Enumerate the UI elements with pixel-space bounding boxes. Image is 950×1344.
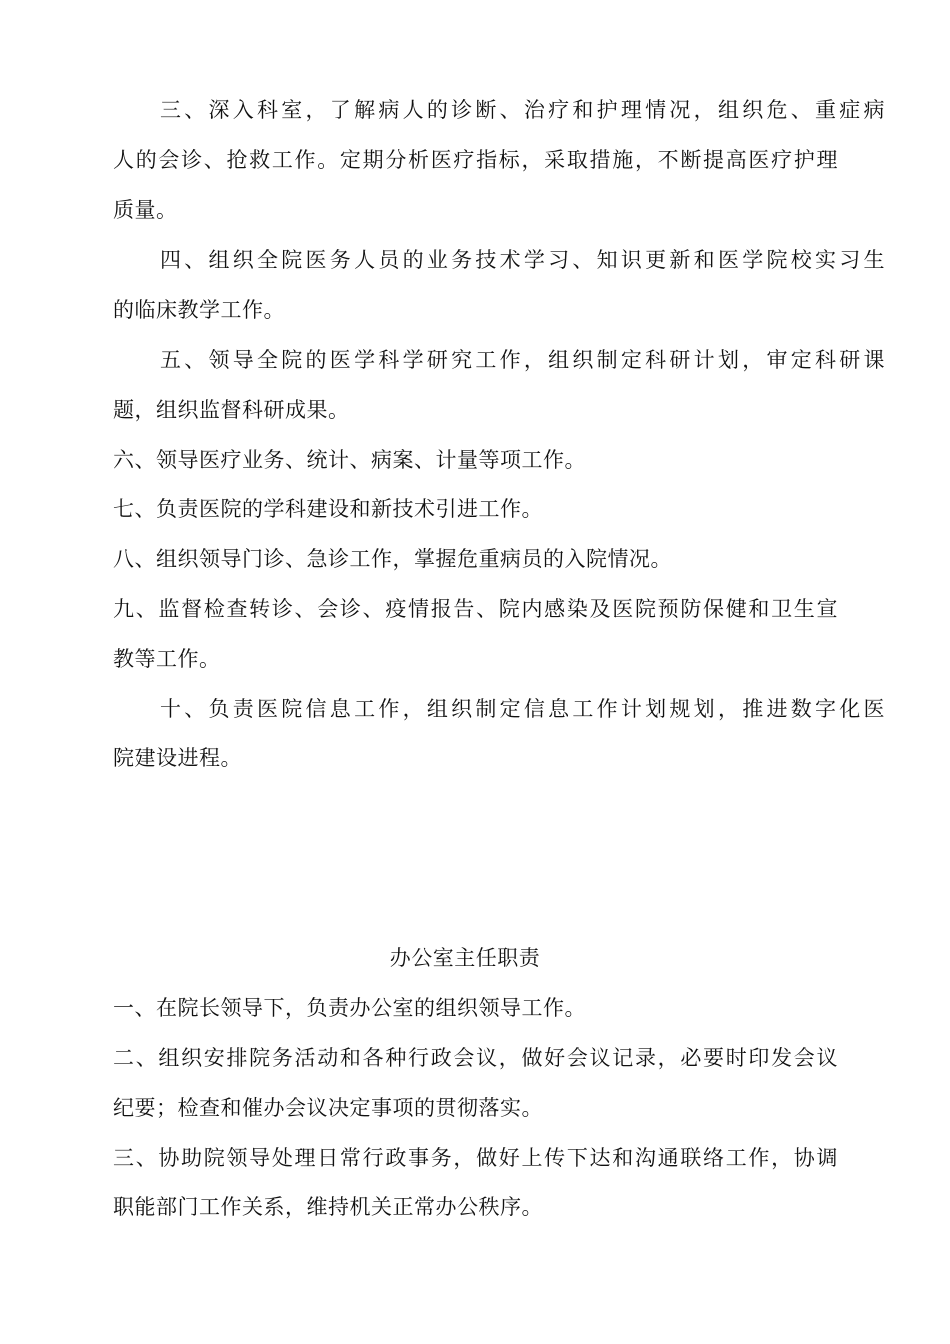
paragraph-line: 九、监督检查转诊、会诊、疫情报告、院内感染及医院预防保健和卫生宣 <box>113 597 838 621</box>
paragraph-line: 二、组织安排院务活动和各种行政会议，做好会议记录，必要时印发会议 <box>113 1046 838 1070</box>
paragraph-line: 题，组织监督科研成果。 <box>113 398 350 422</box>
paragraph-line: 一、在院长领导下，负责办公室的组织领导工作。 <box>113 996 586 1020</box>
paragraph-line: 五、领导全院的医学科学研究工作，组织制定科研计划，审定科研课 <box>160 348 885 372</box>
paragraph-line: 四、组织全院医务人员的业务技术学习、知识更新和医学院校实习生 <box>160 248 885 272</box>
paragraph-line: 职能部门工作关系，维持机关正常办公秩序。 <box>113 1195 543 1219</box>
paragraph-line: 的临床教学工作。 <box>113 298 285 322</box>
paragraph-line: 三、深入科室，了解病人的诊断、治疗和护理情况，组织危、重症病 <box>160 98 885 122</box>
paragraph-line: 三、协助院领导处理日常行政事务，做好上传下达和沟通联络工作，协调 <box>113 1146 838 1170</box>
paragraph-line: 八、组织领导门诊、急诊工作，掌握危重病员的入院情况。 <box>113 547 672 571</box>
paragraph-line: 质量。 <box>113 198 178 222</box>
paragraph-line: 十、负责医院信息工作，组织制定信息工作计划规划，推进数字化医 <box>160 697 885 721</box>
paragraph-line: 纪要；检查和催办会议决定事项的贯彻落实。 <box>113 1096 543 1120</box>
section-title-text: 办公室主任职责 <box>389 946 541 970</box>
paragraph-line: 人的会诊、抢救工作。定期分析医疗指标，采取措施，不断提高医疗护理 <box>113 148 838 172</box>
paragraph-line: 教等工作。 <box>113 647 221 671</box>
section-title <box>0 943 950 973</box>
paragraph-line: 院建设进程。 <box>113 746 242 770</box>
paragraph-line: 七、负责医院的学科建设和新技术引进工作。 <box>113 497 543 521</box>
paragraph-line: 六、领导医疗业务、统计、病案、计量等项工作。 <box>113 448 586 472</box>
